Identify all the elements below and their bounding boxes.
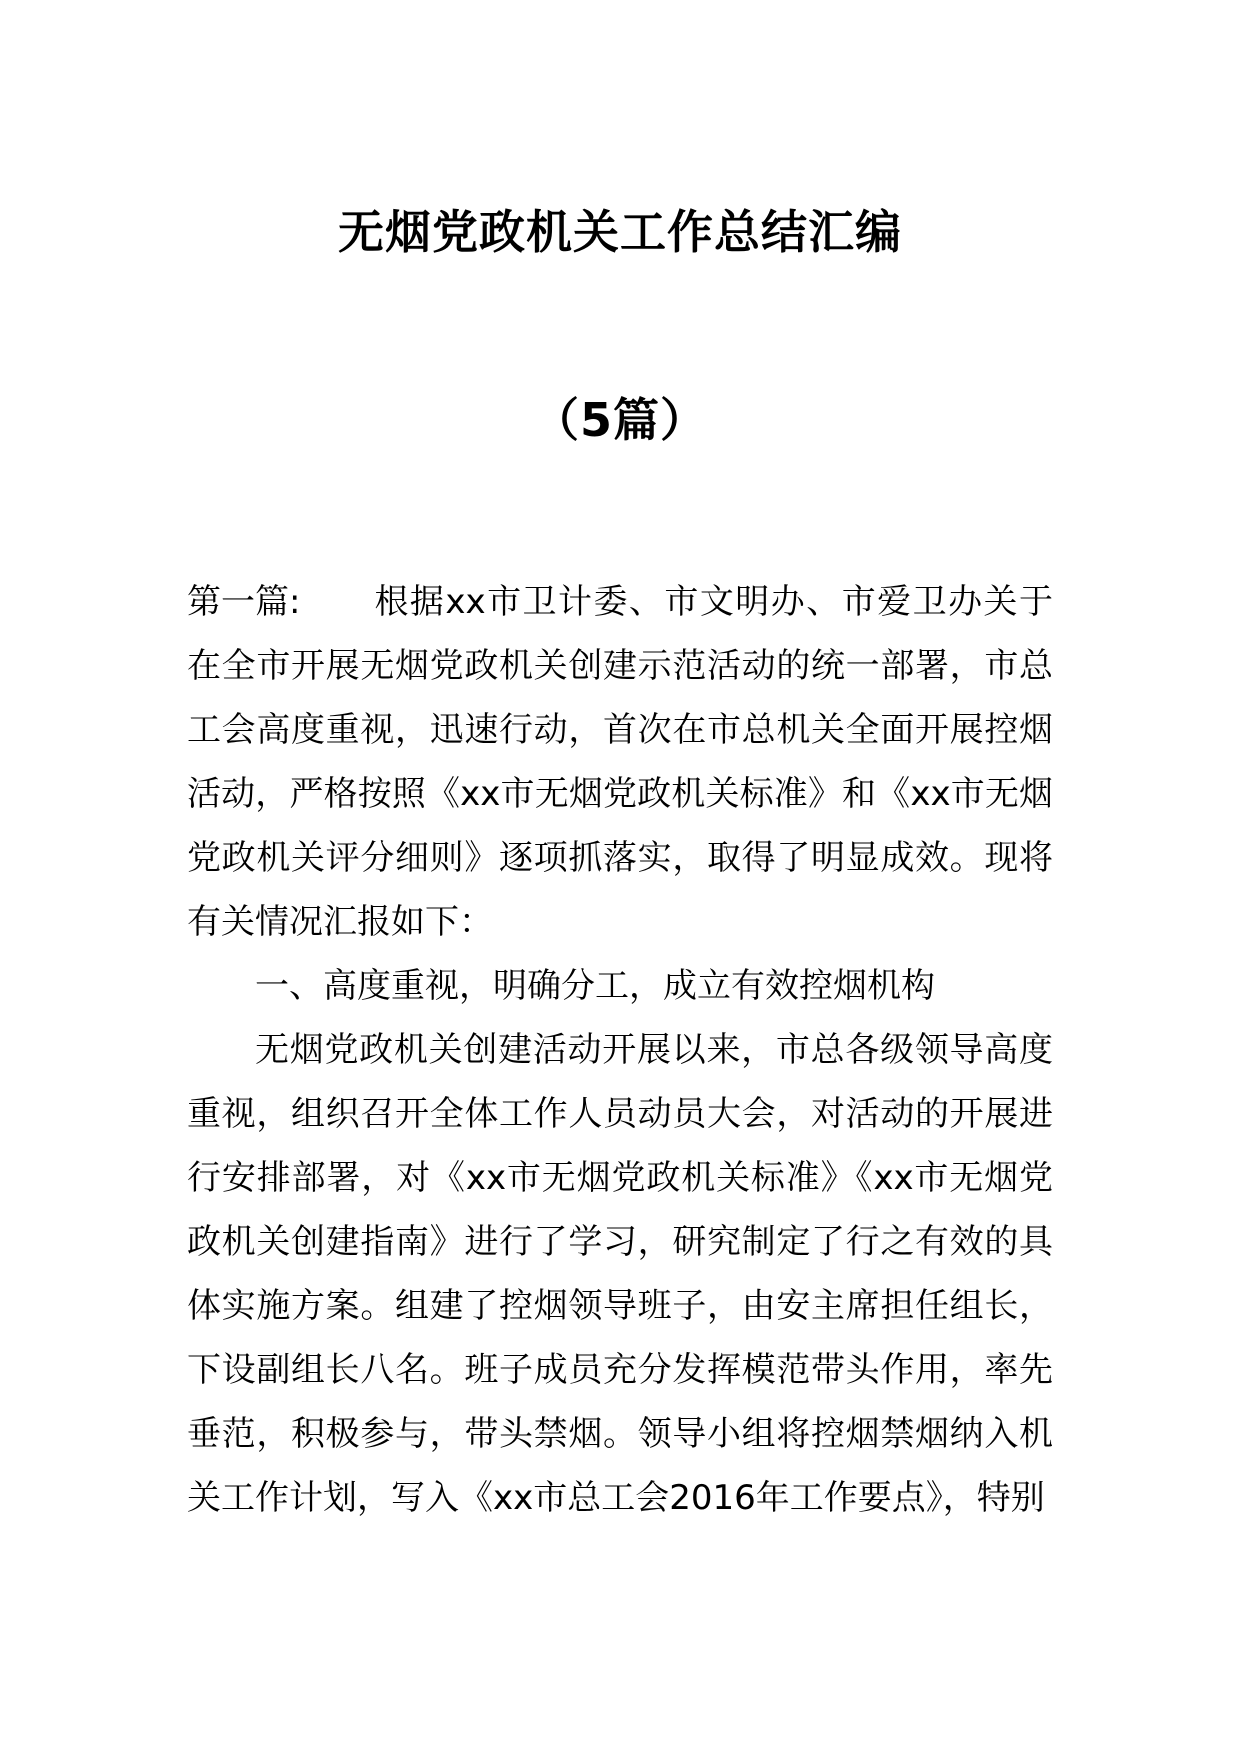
section-heading: 一、高度重视，明确分工，成立有效控烟机构 <box>255 966 935 1006</box>
paragraph-text: 无烟党政机关创建活动开展以来，市总各级领导高度重视，组织召开全体工作人员动员大会，对活动的开展进行安排部署，对《xx市无烟党政机关标准》《xx市无烟党政机关创建指南》进行了学习，研究制定了行之有效的具体实施方案。组建了控烟领导班子，由安主席担任组长，下设副组长八名。班子成员充分发挥模范带头作用，率先垂范，积极参与，带头禁烟。领导小组将控烟禁烟纳入机关工作计划，写入《xx市总工会2016年工作要点》，特别 <box>187 1030 1053 1518</box>
document-body <box>187 570 1053 1530</box>
document-subtitle: （5篇） <box>532 393 707 447</box>
section-label: 第一篇: <box>187 582 301 622</box>
document-title: 无烟党政机关工作总结汇编 <box>338 205 902 259</box>
paragraph-text: 根据xx市卫计委、市文明办、市爱卫办关于在全市开展无烟党政机关创建示范活动的统一部署，市总工会高度重视，迅速行动，首次在市总机关全面开展控烟活动，严格按照《xx市无烟党政机关标准》和《xx市无烟党政机关评分细则》逐项抓落实，取得了明显成效。现将有关情况汇报如下： <box>187 582 1053 942</box>
paragraph-intro <box>187 570 1053 954</box>
